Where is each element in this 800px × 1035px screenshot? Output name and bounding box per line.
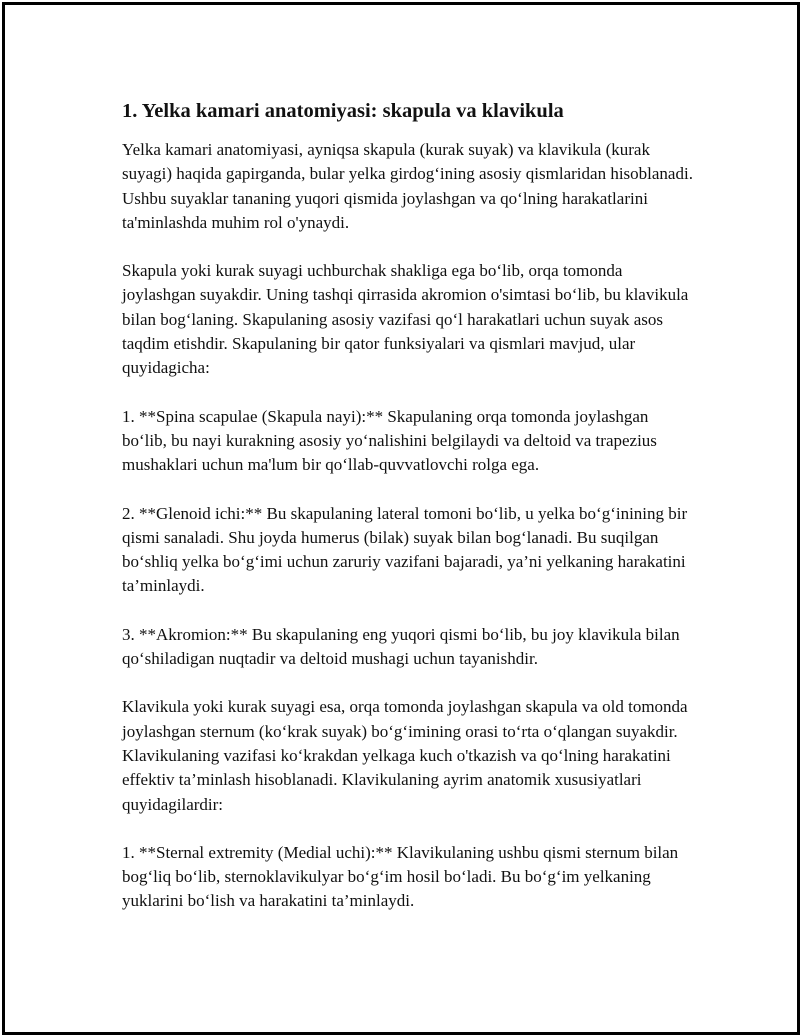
document-title: 1. Yelka kamari anatomiyasi: skapula va klavikula — [122, 100, 564, 122]
paragraph-glenoid: 2. **Glenoid ichi:** Bu skapulaning lateral tomoni bo‘lib, u yelka bo‘g‘inining bir qismi sanaladi. Shu joyda humerus (bilak) suyak bilan bog‘lanadi. Bu suqilgan bo‘shliq yelka bo‘g‘imi uchun zaruriy vazifani bajaradi, ya’ni yelkaning harakatini ta’minlaydi. — [122, 503, 688, 596]
document-body — [122, 97, 697, 914]
paragraph-intro: Yelka kamari anatomiyasi, ayniqsa skapula (kurak suyak) va klavikula (kurak suyagi) haqida gapirganda, bular yelka girdog‘ining asosiy qismlaridan hisoblanadi. Ushbu suyaklar tananing yuqori qismida joylashgan va qo‘lning harakatlarini ta'minlashda muhim rol o'ynaydi. — [122, 140, 693, 232]
paragraph-skapula: Skapula yoki kurak suyagi uchburchak shakliga ega bo‘lib, orqa tomonda joylashgan suyakdir. Uning tashqi qirrasida akromion o'simtasi bo‘lib, bu klavikula bilan bog‘laning. Skapulaning asosiy vazifasi qo‘l harakatlari uchun suyak asos taqdim etishdir. Skapulaning bir qator funksiyalari va qismlari mavjud, ular quyidagicha: — [122, 261, 689, 378]
paragraph-sternal-extremity: 1. **Sternal extremity (Medial uchi):** Klavikulaning ushbu qismi sternum bilan bog‘liq bo‘lib, sternoklavikulyar bo‘g‘im hosil bo‘ladi. Bu bo‘g‘im yelkaning yuklarini bo‘lish va harakatini ta’minlaydi. — [122, 842, 679, 911]
paragraph-klavikula: Klavikula yoki kurak suyagi esa, orqa tomonda joylashgan skapula va old tomonda joylashgan sternum (ko‘krak suyak) bo‘g‘imining orasi to‘rta o‘qlangan suyakdir. Klavikulaning vazifasi ko‘krakdan yelkaga kuch o'tkazish va qo‘lning harakatini effektiv ta’minlash hisoblanadi. Klavikulaning ayrim anatomik xususiyatlari quyidagilardir: — [122, 697, 688, 814]
paragraph-spina-scapulae: 1. **Spina scapulae (Skapula nayi):** Skapulaning orqa tomonda joylashgan bo‘lib, bu nayi kurakning asosiy yo‘nalishini belgilaydi va deltoid va trapezius mushaklari uchun ma'lum bir qo‘llab-quvvatlovchi rolga ega. — [122, 406, 657, 475]
page-frame — [2, 2, 800, 1035]
paragraph-akromion: 3. **Akromion:** Bu skapulaning eng yuqori qismi bo‘lib, bu joy klavikula bilan qo‘shiladigan nuqtadir va deltoid mushagi uchun tayanishdir. — [122, 624, 680, 669]
